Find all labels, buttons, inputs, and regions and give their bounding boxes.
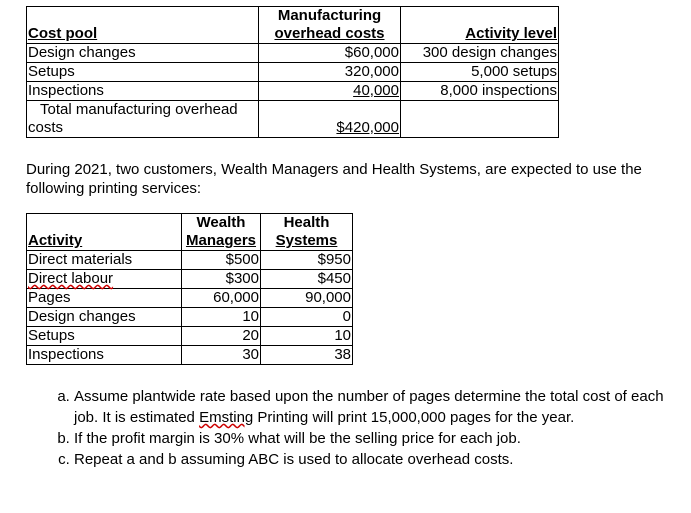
cell: $500 (182, 251, 261, 270)
question-a-text-2: Printing will print 15,000,000 pages for the year. (253, 409, 575, 426)
header-activity: Activity (28, 232, 83, 249)
cost-pool-table (26, 6, 559, 138)
header-activity-level: Activity level (465, 25, 557, 42)
company-name: Emsting (199, 409, 254, 426)
cell: Design changes (27, 44, 259, 63)
question-a-text: Assume plantwide rate based upon the number of pages determine the total cost of each job. It is estimated (74, 388, 664, 426)
header-mfg-2: overhead costs (274, 25, 385, 42)
header-hs-2: Systems (275, 232, 338, 249)
cell: 10 (182, 308, 261, 327)
table-row (27, 44, 559, 63)
question-list (52, 386, 684, 470)
total-label-2: costs (28, 119, 64, 136)
cell: 8,000 inspections (401, 82, 559, 101)
cell: 5,000 setups (401, 63, 559, 82)
cell: 0 (261, 308, 353, 327)
header-wm-1: Wealth (196, 214, 246, 231)
cell: 20 (182, 327, 261, 346)
cell: 60,000 (182, 289, 261, 308)
cell: $60,000 (259, 44, 401, 63)
cell: Design changes (27, 308, 182, 327)
cell: Setups (27, 63, 259, 82)
cell: Inspections (27, 346, 182, 365)
table-row (27, 308, 353, 327)
cell: Direct materials (27, 251, 182, 270)
header-cost-pool: Cost pool (28, 25, 98, 42)
cell: $450 (261, 270, 353, 289)
total-label: Total manufacturing overhead (40, 101, 238, 118)
header-wm-2: Managers (185, 232, 257, 249)
question-b: b. If the profit margin is 30% what will be the selling price for each job. (74, 428, 684, 449)
cell: Inspections (27, 82, 259, 101)
activity-table (26, 213, 353, 365)
table-row (27, 82, 559, 101)
table-row (27, 63, 559, 82)
cell: 30 (182, 346, 261, 365)
total-row (27, 101, 559, 138)
table-row (27, 327, 353, 346)
cell: 38 (261, 346, 353, 365)
intro-paragraph: During 2021, two customers, Wealth Managers and Health Systems, are expected to use the following printing services: (26, 161, 642, 197)
cell: 40,000 (353, 82, 399, 99)
table-row (27, 270, 353, 289)
cell: Pages (27, 289, 182, 308)
cell: 10 (261, 327, 353, 346)
table-row (27, 251, 353, 270)
cell: $950 (261, 251, 353, 270)
header-mfg-1: Manufacturing (277, 7, 382, 24)
cell: 320,000 (259, 63, 401, 82)
table-row (27, 289, 353, 308)
cell: 90,000 (261, 289, 353, 308)
cell: Direct labour (28, 270, 114, 287)
table-row (27, 346, 353, 365)
question-a (74, 386, 684, 428)
cell: $300 (182, 270, 261, 289)
cell: 300 design changes (401, 44, 559, 63)
cell: Setups (27, 327, 182, 346)
total-cost: $420,000 (336, 119, 399, 136)
question-c: c. Repeat a and b assuming ABC is used to allocate overhead costs. (74, 449, 684, 470)
header-hs-1: Health (283, 214, 330, 231)
